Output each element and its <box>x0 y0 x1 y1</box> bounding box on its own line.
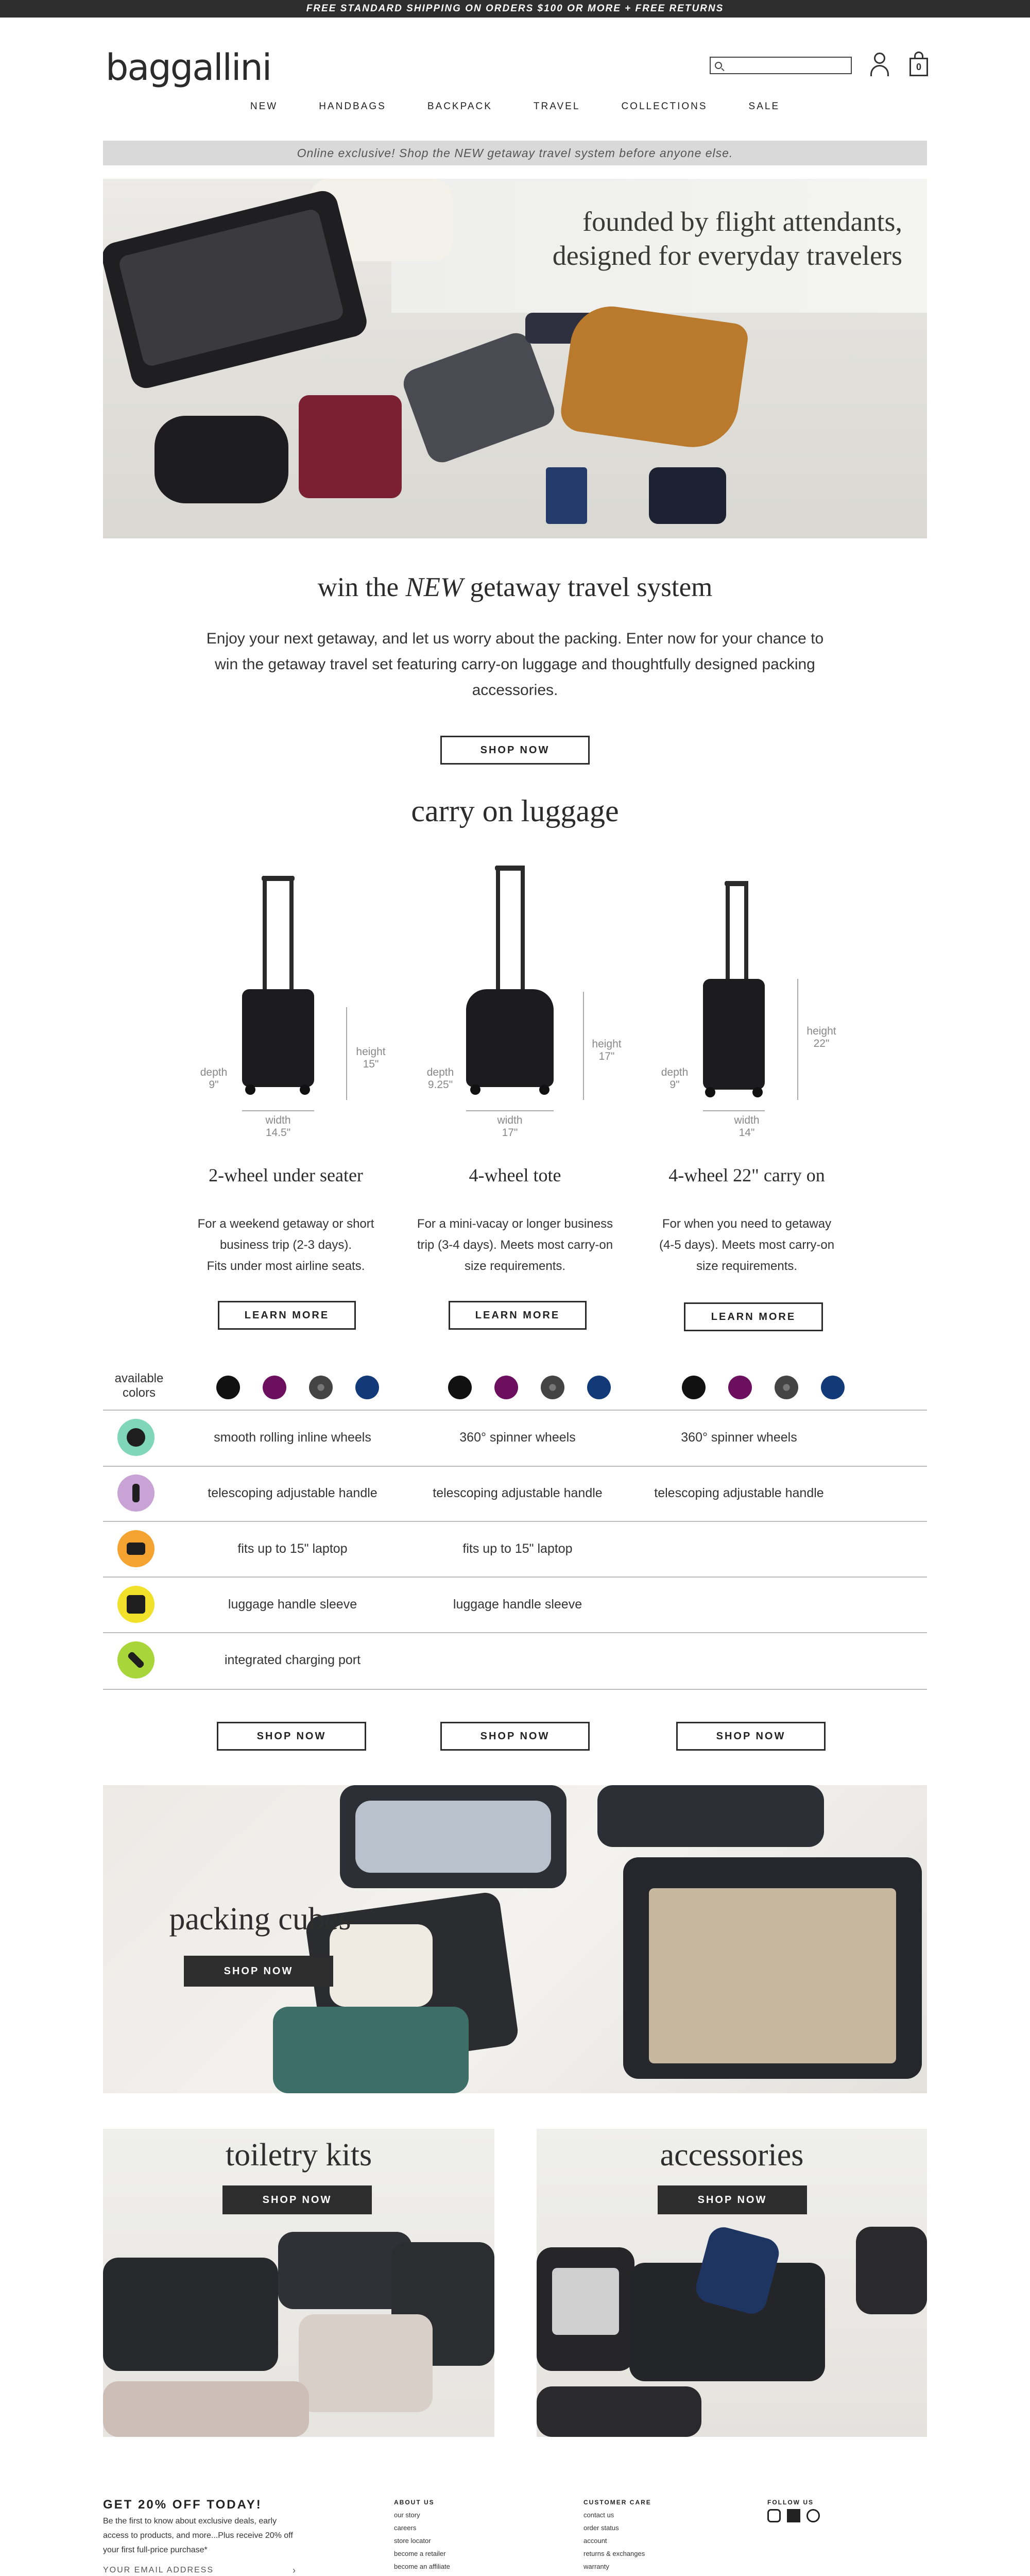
packing-cubes-title: packing cubes <box>169 1902 351 1937</box>
width-label: width 17" <box>497 1114 523 1139</box>
color-swatch[interactable] <box>775 1376 798 1399</box>
height-label: height 15" <box>356 1046 386 1070</box>
facebook-icon[interactable] <box>787 2509 800 2522</box>
color-swatch[interactable] <box>216 1376 240 1399</box>
color-swatch[interactable] <box>494 1376 518 1399</box>
toiletry-kits-banner[interactable] <box>103 2129 494 2437</box>
feature-cell: 360° spinner wheels <box>681 1430 797 1445</box>
shop-now-button[interactable]: SHOP NOW <box>676 1722 826 1751</box>
product-desc-22-carry-on: For when you need to getaway (4-5 days). Meets most carry-on size requirements. <box>659 1217 835 1273</box>
height-label: height 17" <box>592 1038 622 1062</box>
luggage-image-under-seater[interactable] <box>242 876 314 1103</box>
hero-line-1: founded by flight attendants, <box>582 206 902 237</box>
hero-headline <box>439 205 902 273</box>
search-input[interactable] <box>710 57 852 74</box>
color-swatch[interactable] <box>355 1376 379 1399</box>
product-title-under-seater[interactable]: 2-wheel under seater <box>209 1165 363 1185</box>
charging-icon <box>117 1641 154 1679</box>
product-desc-under-seater: For a weekend getaway or short business trip (2-3 days). Fits under most airline seats. <box>197 1217 374 1273</box>
wheels-icon <box>117 1419 154 1456</box>
footer-link[interactable]: account <box>583 2537 607 2545</box>
follow-us-heading: FOLLOW US <box>767 2499 814 2506</box>
color-swatch[interactable] <box>541 1376 564 1399</box>
nav-sale[interactable]: SALE <box>748 101 780 112</box>
footer-link[interactable]: careers <box>394 2524 417 2532</box>
product-title-22-carry-on[interactable]: 4-wheel 22" carry on <box>668 1165 825 1185</box>
cart-count: 0 <box>909 58 928 76</box>
shipping-banner: FREE STANDARD SHIPPING ON ORDERS $100 OR MORE + FREE RETURNS <box>0 0 1030 18</box>
learn-more-button[interactable]: LEARN MORE <box>218 1301 356 1330</box>
width-label: width 14" <box>734 1114 760 1139</box>
win-title-post: getaway travel system <box>463 572 713 602</box>
search-icon <box>715 62 722 69</box>
footer-link[interactable]: our story <box>394 2511 420 2519</box>
footer-link[interactable]: order status <box>583 2524 619 2532</box>
available-colors-label: available colors <box>114 1371 164 1400</box>
signup-title: GET 20% OFF TODAY! <box>103 2498 262 2512</box>
feature-cell: telescoping adjustable handle <box>654 1486 824 1500</box>
toiletry-kits-shop-now-button[interactable]: SHOP NOW <box>222 2185 372 2214</box>
customer-care-heading: CUSTOMER CARE <box>583 2499 651 2506</box>
feature-cell: luggage handle sleeve <box>228 1597 357 1612</box>
win-description: Enjoy your next getaway, and let us worry about the packing. Enter now for your chance to win the getaway travel set featuring carry-on luggage and thoughtfully designed packing accessories. <box>206 630 824 699</box>
accessories-banner[interactable] <box>537 2129 927 2437</box>
feature-cell: 360° spinner wheels <box>459 1430 576 1445</box>
color-swatch[interactable] <box>448 1376 472 1399</box>
laptop-icon <box>117 1530 154 1567</box>
luggage-image-tote[interactable] <box>466 866 554 1103</box>
color-swatch[interactable] <box>587 1376 611 1399</box>
promo-banner[interactable]: Online exclusive! Shop the NEW getaway travel system before anyone else. <box>103 141 927 165</box>
email-input[interactable] <box>103 2563 299 2576</box>
color-swatch[interactable] <box>821 1376 845 1399</box>
learn-more-button[interactable]: LEARN MORE <box>449 1301 587 1330</box>
luggage-image-22-carry-on[interactable] <box>703 881 765 1103</box>
depth-label: depth 9" <box>200 1066 228 1091</box>
product-title-tote[interactable]: 4-wheel tote <box>469 1165 561 1185</box>
account-icon[interactable] <box>869 52 890 77</box>
color-swatch[interactable] <box>309 1376 333 1399</box>
instagram-icon[interactable] <box>767 2509 781 2522</box>
shop-now-button[interactable]: SHOP NOW <box>440 1722 590 1751</box>
signup-description: Be the first to know about exclusive deals, early access to products, and more...Plus receive 20% off your first full-price purchase* <box>103 2517 293 2554</box>
feature-cell: fits up to 15" laptop <box>462 1541 573 1556</box>
win-title-pre: win the <box>317 572 406 602</box>
main-nav <box>0 101 1030 112</box>
nav-travel[interactable]: TRAVEL <box>533 101 580 112</box>
feature-cell: luggage handle sleeve <box>453 1597 582 1612</box>
height-label: height 22" <box>806 1025 836 1049</box>
learn-more-button[interactable]: LEARN MORE <box>684 1302 823 1331</box>
accessories-title: accessories <box>660 2138 804 2173</box>
email-placeholder: YOUR EMAIL ADDRESS <box>103 2566 214 2574</box>
pinterest-icon[interactable] <box>806 2509 820 2522</box>
width-label: width 14.5" <box>265 1114 291 1139</box>
packing-cubes-banner[interactable] <box>103 1785 927 2093</box>
about-us-heading: ABOUT US <box>394 2499 435 2506</box>
win-shop-now-button[interactable]: SHOP NOW <box>440 736 590 765</box>
handle-icon <box>117 1475 154 1512</box>
feature-cell: telescoping adjustable handle <box>208 1486 377 1500</box>
footer-link[interactable]: become a retailer <box>394 2550 446 2557</box>
footer-link[interactable]: contact us <box>583 2511 614 2519</box>
cart-icon[interactable] <box>909 52 928 76</box>
feature-cell: telescoping adjustable handle <box>433 1486 603 1500</box>
logo[interactable]: baggallini <box>106 46 271 89</box>
carry-on-title: carry on luggage <box>411 794 619 828</box>
feature-cell: smooth rolling inline wheels <box>214 1430 371 1445</box>
hero-line-2: designed for everyday travelers <box>552 240 902 271</box>
footer-link[interactable]: warranty <box>583 2563 609 2570</box>
nav-collections[interactable]: COLLECTIONS <box>621 101 708 112</box>
depth-label: depth 9" <box>661 1066 689 1091</box>
feature-cell: fits up to 15" laptop <box>237 1541 348 1556</box>
nav-new[interactable]: NEW <box>250 101 278 112</box>
footer-link[interactable]: returns & exchanges <box>583 2550 645 2557</box>
accessories-shop-now-button[interactable]: SHOP NOW <box>658 2185 807 2214</box>
nav-backpack[interactable]: BACKPACK <box>427 101 492 112</box>
nav-handbags[interactable]: HANDBAGS <box>319 101 386 112</box>
hero-image[interactable] <box>103 179 927 538</box>
color-swatch[interactable] <box>263 1376 286 1399</box>
color-swatch[interactable] <box>728 1376 752 1399</box>
product-desc-tote: For a mini-vacay or longer business trip (3-4 days). Meets most carry-on size requirements. <box>417 1217 613 1273</box>
color-swatch[interactable] <box>682 1376 706 1399</box>
footer-link[interactable]: become an affiliate <box>394 2563 450 2570</box>
depth-label: depth 9.25" <box>426 1066 454 1091</box>
packing-cubes-shop-now-button[interactable]: SHOP NOW <box>184 1956 333 1987</box>
toiletry-kits-title: toiletry kits <box>225 2138 372 2173</box>
win-title-new: NEW <box>405 572 464 602</box>
footer-link[interactable]: store locator <box>394 2537 431 2545</box>
shop-now-button[interactable]: SHOP NOW <box>217 1722 366 1751</box>
sleeve-icon <box>117 1586 154 1623</box>
win-title <box>0 572 1030 603</box>
arrow-right-icon[interactable]: › <box>293 2565 297 2575</box>
feature-cell: integrated charging port <box>224 1653 361 1667</box>
